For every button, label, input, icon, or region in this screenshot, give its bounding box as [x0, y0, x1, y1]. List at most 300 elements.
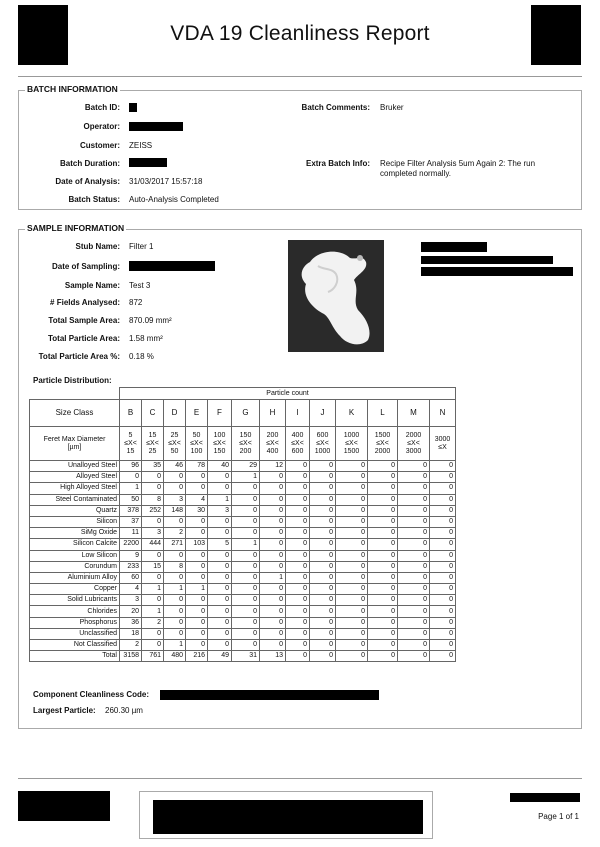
particle-count-cell: 148: [164, 505, 186, 516]
particle-count-cell: 0: [232, 595, 260, 606]
material-name: Chlorides: [30, 606, 120, 617]
component-cleanliness-code-label: Component Cleanliness Code:: [33, 690, 150, 699]
size-range-cell: [164, 427, 186, 461]
particle-count-cell: 0: [232, 483, 260, 494]
particle-count-cell: 0: [398, 572, 430, 583]
particle-count-cell: 0: [260, 628, 286, 639]
redacted-sample-note-2: [421, 256, 553, 264]
redacted-operator: [129, 122, 183, 131]
redacted-batch-id: [129, 103, 137, 112]
total-sample-area-label: Total Sample Area:: [48, 316, 120, 325]
particle-count-cell: 0: [232, 572, 260, 583]
particle-count-cell: 0: [310, 494, 336, 505]
redacted-batch-duration: [129, 158, 167, 167]
particle-count-cell: 1: [232, 539, 260, 550]
particle-count-cell: 0: [260, 584, 286, 595]
particle-count-cell: 0: [336, 584, 368, 595]
particle-count-cell: 0: [310, 461, 336, 472]
filter-sample-image: [288, 240, 384, 352]
particle-count-cell: 0: [430, 561, 456, 572]
table-row: [30, 528, 456, 539]
size-class-letter: F: [208, 400, 232, 427]
particle-count-cell: 0: [164, 606, 186, 617]
size-range-l2: ≤X<: [168, 439, 181, 447]
particle-count-cell: 0: [286, 606, 310, 617]
batch-status-value: Auto-Analysis Completed: [129, 195, 219, 204]
particle-count-cell: 0: [260, 539, 286, 550]
particle-count-cell: 36: [120, 617, 142, 628]
particle-count-cell: 0: [398, 461, 430, 472]
size-range-l1: 3000: [434, 435, 451, 443]
table-row: [30, 505, 456, 516]
material-name: Low Silicon: [30, 550, 120, 561]
particle-count-cell: 0: [260, 606, 286, 617]
particle-count-cell: 0: [142, 472, 164, 483]
size-range-l2: ≤X<: [190, 439, 203, 447]
particle-count-cell: 0: [260, 505, 286, 516]
particle-count-cell: 12: [260, 461, 286, 472]
size-range-l3: 400: [266, 447, 279, 455]
size-range-l1: 5: [128, 431, 133, 439]
redacted-cleanliness-code: [160, 690, 379, 700]
particle-count-cell: 0: [398, 628, 430, 639]
size-range-l3: 50: [170, 447, 179, 455]
particle-count-cell: 0: [336, 595, 368, 606]
table-row: [30, 516, 456, 527]
particle-count-cell: 0: [208, 572, 232, 583]
particle-count-cell: 0: [336, 561, 368, 572]
feret-header-line1: Feret Max Diameter: [43, 435, 106, 443]
redacted-sample-note-1: [421, 242, 487, 252]
particle-count-cell: 0: [232, 494, 260, 505]
particle-count-cell: 761: [142, 651, 164, 662]
particle-count-cell: 0: [336, 494, 368, 505]
particle-count-cell: 0: [164, 483, 186, 494]
table-row: [30, 628, 456, 639]
particle-count-cell: 3: [142, 528, 164, 539]
particle-count-cell: 0: [286, 494, 310, 505]
material-name: Silicon: [30, 516, 120, 527]
material-name: Phosphorus: [30, 617, 120, 628]
particle-count-cell: 0: [286, 516, 310, 527]
material-name: Silicon Calcite: [30, 539, 120, 550]
particle-count-cell: 0: [286, 595, 310, 606]
particle-count-cell: 0: [260, 640, 286, 651]
particle-count-cell: 0: [260, 617, 286, 628]
size-range-l3: 150: [213, 447, 226, 455]
size-range-l2: ≤X<: [239, 439, 252, 447]
particle-count-cell: 0: [430, 539, 456, 550]
particle-count-cell: 0: [430, 528, 456, 539]
size-range-cell: [398, 427, 430, 461]
particle-count-cell: 252: [142, 505, 164, 516]
material-name: Solid Lubricants: [30, 595, 120, 606]
particle-count-cell: 0: [398, 651, 430, 662]
size-range-l3: 2000: [374, 447, 391, 455]
particle-distribution-label: Particle Distribution:: [33, 376, 112, 385]
particle-count-cell: 0: [286, 461, 310, 472]
particle-count-cell: 378: [120, 505, 142, 516]
particle-count-cell: 0: [310, 561, 336, 572]
particle-count-cell: 5: [208, 539, 232, 550]
particle-count-cell: 0: [286, 483, 310, 494]
particle-count-cell: 0: [286, 505, 310, 516]
particle-count-cell: 0: [310, 572, 336, 583]
particle-count-cell: 0: [260, 516, 286, 527]
particle-count-cell: 0: [310, 516, 336, 527]
material-name: Aluminium Alloy: [30, 572, 120, 583]
particle-count-cell: 0: [336, 651, 368, 662]
particle-count-cell: 0: [398, 483, 430, 494]
particle-count-cell: 15: [142, 561, 164, 572]
particle-count-cell: 0: [336, 516, 368, 527]
particle-count-cell: 0: [310, 472, 336, 483]
particle-count-cell: 0: [164, 572, 186, 583]
particle-count-cell: 0: [430, 572, 456, 583]
particle-count-cell: 0: [368, 572, 398, 583]
size-range-l1: 150: [239, 431, 252, 439]
size-range-l1: 15: [148, 431, 157, 439]
size-class-letter: D: [164, 400, 186, 427]
batch-comments-label: Batch Comments:: [301, 103, 370, 112]
particle-count-cell: 0: [186, 572, 208, 583]
particle-count-cell: 0: [368, 494, 398, 505]
size-class-letter: N: [430, 400, 456, 427]
particle-count-cell: 0: [232, 516, 260, 527]
particle-count-cell: 0: [260, 528, 286, 539]
particle-count-cell: 78: [186, 461, 208, 472]
size-class-letter: I: [286, 400, 310, 427]
size-range-l3: 1000: [314, 447, 331, 455]
particle-count-cell: 0: [208, 483, 232, 494]
sample-name-value: Test 3: [129, 281, 151, 290]
particle-count-cell: 4: [186, 494, 208, 505]
particle-count-cell: 20: [120, 606, 142, 617]
size-range-cell: [232, 427, 260, 461]
particle-count-cell: 0: [208, 617, 232, 628]
particle-count-cell: 30: [186, 505, 208, 516]
particle-count-cell: 0: [398, 472, 430, 483]
particle-count-cell: 0: [368, 505, 398, 516]
size-range-l1: 1500: [374, 431, 391, 439]
particle-count-cell: 271: [164, 539, 186, 550]
particle-count-cell: 0: [142, 628, 164, 639]
size-class-letter: J: [310, 400, 336, 427]
particle-count-cell: 9: [120, 550, 142, 561]
total-particle-area-label: Total Particle Area:: [47, 334, 120, 343]
particle-count-cell: 0: [430, 505, 456, 516]
particle-count-cell: 0: [430, 628, 456, 639]
size-range-l3: 15: [126, 447, 135, 455]
table-row: [30, 550, 456, 561]
particle-count-cell: 0: [286, 628, 310, 639]
size-range-cell: [430, 427, 456, 461]
particle-count-cell: 0: [310, 539, 336, 550]
particle-count-cell: 0: [430, 550, 456, 561]
total-sample-area-value: 870.09 mm²: [129, 316, 172, 325]
size-class-header: Size Class: [30, 400, 120, 427]
particle-count-cell: 0: [310, 505, 336, 516]
size-range-l2: ≤X<: [291, 439, 304, 447]
particle-count-cell: 8: [164, 561, 186, 572]
particle-count-cell: 0: [336, 528, 368, 539]
particle-count-cell: 0: [208, 640, 232, 651]
particle-count-cell: 0: [368, 483, 398, 494]
size-class-letter: E: [186, 400, 208, 427]
sample-panel-title: SAMPLE INFORMATION: [27, 223, 125, 233]
particle-count-cell: 0: [336, 472, 368, 483]
table-row: [30, 461, 456, 472]
particle-count-cell: 0: [310, 550, 336, 561]
size-range-l3: 25: [148, 447, 157, 455]
particle-count-cell: 0: [232, 505, 260, 516]
particle-count-cell: 0: [232, 640, 260, 651]
table-row: [30, 494, 456, 505]
particle-count-cell: 50: [120, 494, 142, 505]
particle-count-cell: 0: [286, 472, 310, 483]
particle-count-cell: 0: [260, 550, 286, 561]
particle-count-cell: 0: [368, 584, 398, 595]
particle-count-cell: 0: [208, 628, 232, 639]
fields-analysed-label: # Fields Analysed:: [50, 298, 120, 307]
redacted-footer-left: [18, 791, 110, 821]
particle-count-cell: 0: [186, 528, 208, 539]
particle-count-cell: 0: [336, 550, 368, 561]
size-range-cell: [120, 427, 142, 461]
particle-count-cell: 3: [120, 595, 142, 606]
particle-count-cell: 0: [430, 606, 456, 617]
redacted-date-of-sampling: [129, 261, 215, 271]
particle-count-cell: 0: [186, 472, 208, 483]
date-of-sampling-label: Date of Sampling:: [51, 262, 120, 271]
particle-count-cell: 13: [260, 651, 286, 662]
particle-count-cell: 0: [310, 584, 336, 595]
size-range-l3: 600: [291, 447, 304, 455]
particle-count-cell: 0: [120, 472, 142, 483]
size-class-letter: G: [232, 400, 260, 427]
size-range-cell: [368, 427, 398, 461]
size-range-l2: ≤X<: [213, 439, 226, 447]
size-range-l2: ≤X<: [146, 439, 159, 447]
particle-count-cell: 0: [260, 494, 286, 505]
particle-count-cell: 0: [336, 539, 368, 550]
particle-count-cell: 0: [398, 561, 430, 572]
table-row: [30, 651, 456, 662]
size-range-l1: 600: [316, 431, 329, 439]
stub-name-value: Filter 1: [129, 242, 154, 251]
table-row: [30, 617, 456, 628]
particle-count-cell: 0: [430, 651, 456, 662]
size-class-letter: C: [142, 400, 164, 427]
particle-count-cell: 0: [232, 628, 260, 639]
batch-status-label: Batch Status:: [68, 195, 120, 204]
particle-count-cell: 0: [368, 595, 398, 606]
particle-count-cell: 0: [286, 550, 310, 561]
particle-count-cell: 0: [336, 483, 368, 494]
redacted-logo-left: [18, 5, 68, 65]
particle-count-cell: 49: [208, 651, 232, 662]
particle-count-cell: 0: [368, 640, 398, 651]
material-name: High Alloyed Steel: [30, 483, 120, 494]
particle-count-cell: 0: [336, 461, 368, 472]
material-name: Corundum: [30, 561, 120, 572]
particle-distribution-table: [29, 387, 456, 662]
particle-count-cell: 1: [164, 640, 186, 651]
size-range-l1: 25: [170, 431, 179, 439]
particle-count-cell: 0: [310, 606, 336, 617]
size-range-cell: [310, 427, 336, 461]
size-class-letter: L: [368, 400, 398, 427]
particle-count-cell: 0: [186, 628, 208, 639]
largest-particle-label: Largest Particle:: [33, 706, 96, 715]
particle-count-cell: 0: [232, 561, 260, 572]
size-range-l3: 200: [239, 447, 252, 455]
particle-count-cell: 0: [260, 595, 286, 606]
size-range-l2: ≤X<: [266, 439, 279, 447]
particle-count-cell: 0: [208, 595, 232, 606]
particle-count-cell: 0: [186, 550, 208, 561]
particle-count-cell: 0: [430, 461, 456, 472]
particle-count-cell: 0: [186, 617, 208, 628]
particle-count-cell: 2200: [120, 539, 142, 550]
particle-count-cell: 0: [398, 494, 430, 505]
particle-count-cell: 0: [286, 640, 310, 651]
particle-count-cell: 0: [398, 516, 430, 527]
particle-count-cell: 0: [232, 584, 260, 595]
particle-count-cell: 0: [430, 617, 456, 628]
particle-count-cell: 0: [368, 651, 398, 662]
stub-name-label: Stub Name:: [75, 242, 120, 251]
particle-count-cell: 2: [120, 640, 142, 651]
particle-count-cell: 4: [120, 584, 142, 595]
footer-center-box: [139, 791, 433, 839]
size-range-l3: 1500: [343, 447, 360, 455]
redacted-logo-right: [531, 5, 581, 65]
particle-count-cell: 0: [368, 539, 398, 550]
particle-count-cell: 0: [368, 606, 398, 617]
redacted-sample-note-3: [421, 267, 573, 276]
feret-header-unit: [µm]: [67, 443, 82, 451]
particle-count-cell: 0: [208, 528, 232, 539]
particle-count-cell: 0: [186, 483, 208, 494]
particle-count-cell: 0: [164, 628, 186, 639]
particle-count-cell: 0: [142, 516, 164, 527]
size-range-l3: 3000: [405, 447, 422, 455]
particle-count-cell: 0: [310, 595, 336, 606]
particle-count-cell: 0: [208, 472, 232, 483]
particle-count-cell: 3: [164, 494, 186, 505]
particle-count-cell: 0: [310, 651, 336, 662]
material-name: Alloyed Steel: [30, 472, 120, 483]
particle-count-cell: 0: [398, 550, 430, 561]
batch-duration-label: Batch Duration:: [60, 159, 120, 168]
particle-count-cell: 0: [430, 640, 456, 651]
particle-count-cell: 0: [286, 572, 310, 583]
particle-count-cell: 0: [232, 528, 260, 539]
particle-count-cell: 40: [208, 461, 232, 472]
particle-count-cell: 0: [208, 516, 232, 527]
particle-count-cell: 0: [310, 528, 336, 539]
particle-count-cell: 1: [186, 584, 208, 595]
redacted-footer-right: [510, 793, 580, 802]
size-range-l2: ≤X: [438, 443, 447, 451]
particle-count-cell: 0: [398, 606, 430, 617]
particle-count-cell: 103: [186, 539, 208, 550]
size-range-cell: [336, 427, 368, 461]
table-header-blank: [30, 388, 120, 400]
particle-count-cell: 3158: [120, 651, 142, 662]
particle-count-cell: 0: [142, 550, 164, 561]
size-range-l2: ≤X<: [124, 439, 137, 447]
particle-count-cell: 0: [398, 640, 430, 651]
feret-header: [30, 427, 120, 461]
material-name: Total: [30, 651, 120, 662]
table-row: [30, 483, 456, 494]
batch-comments-value: Bruker: [380, 103, 404, 112]
particle-count-cell: 0: [164, 472, 186, 483]
table-row: [30, 584, 456, 595]
particle-count-cell: 0: [142, 572, 164, 583]
particle-count-cell: 0: [164, 595, 186, 606]
particle-count-cell: 0: [336, 640, 368, 651]
size-range-l1: 100: [213, 431, 226, 439]
size-range-cell: [142, 427, 164, 461]
particle-count-cell: 0: [368, 628, 398, 639]
particle-count-cell: 0: [232, 550, 260, 561]
size-range-cell: [260, 427, 286, 461]
customer-label: Customer:: [79, 141, 120, 150]
particle-count-cell: 0: [286, 651, 310, 662]
largest-particle-value: 260.30 µm: [105, 706, 143, 715]
particle-count-cell: 1: [164, 584, 186, 595]
particle-count-cell: 0: [164, 550, 186, 561]
batch-id-label: Batch ID:: [84, 103, 120, 112]
header-divider: [18, 76, 582, 77]
particle-count-cell: 3: [208, 505, 232, 516]
material-name: SiMg Oxide: [30, 528, 120, 539]
particle-count-cell: 0: [286, 584, 310, 595]
particle-count-cell: 0: [142, 640, 164, 651]
particle-count-cell: 0: [286, 561, 310, 572]
particle-count-cell: 0: [208, 584, 232, 595]
particle-count-cell: 1: [260, 572, 286, 583]
particle-count-cell: 0: [164, 617, 186, 628]
size-range-l3: 100: [190, 447, 203, 455]
particle-count-cell: 0: [260, 472, 286, 483]
particle-count-cell: 0: [142, 483, 164, 494]
particle-count-cell: 0: [398, 617, 430, 628]
table-row: [30, 561, 456, 572]
particle-count-cell: 0: [310, 483, 336, 494]
particle-count-cell: 0: [430, 584, 456, 595]
total-particle-area-value: 1.58 mm²: [129, 334, 163, 343]
size-range-l1: 2000: [405, 431, 422, 439]
extra-batch-info-line2: completed normally.: [380, 169, 451, 178]
particle-count-cell: 0: [260, 561, 286, 572]
particle-count-cell: 0: [398, 505, 430, 516]
total-particle-area-pct-label: Total Particle Area %:: [38, 352, 120, 361]
extra-batch-info-line1: Recipe Filter Analysis 5um Again 2: The run: [380, 159, 536, 168]
particle-count-cell: 0: [260, 483, 286, 494]
size-range-l1: 50: [192, 431, 201, 439]
particle-count-cell: 0: [208, 561, 232, 572]
particle-count-cell: 0: [430, 595, 456, 606]
particle-count-cell: 0: [368, 516, 398, 527]
particle-count-cell: 0: [208, 606, 232, 617]
particle-count-cell: 0: [336, 617, 368, 628]
particle-count-cell: 0: [186, 606, 208, 617]
size-range-l2: ≤X<: [316, 439, 329, 447]
